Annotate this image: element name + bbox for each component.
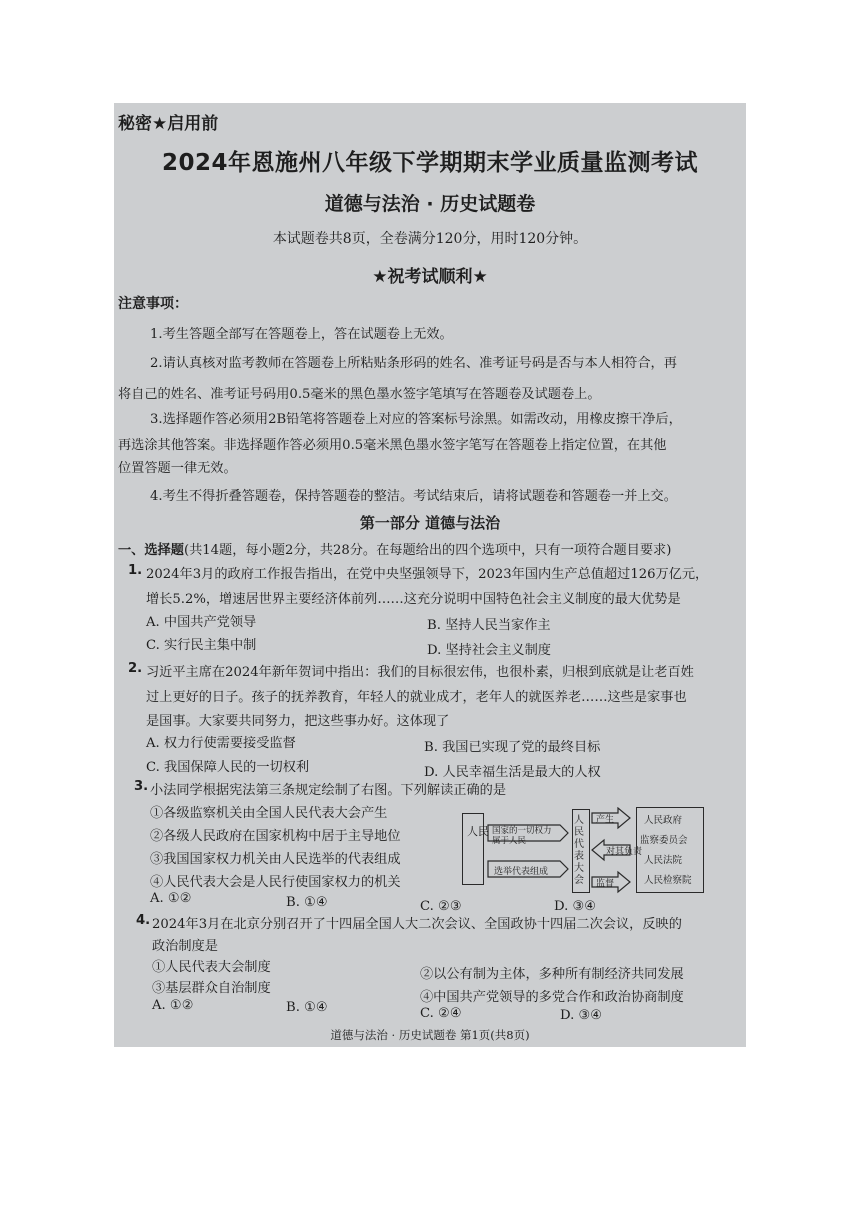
option-b: B. ①④ <box>286 1000 328 1015</box>
good-luck-banner: ★祝考试顺利★ <box>372 267 488 287</box>
elect-label: 选举代表组成 <box>494 867 549 877</box>
question-stem: 政治制度是 <box>152 939 218 954</box>
note-line: 位置答题一律无效。 <box>118 461 237 476</box>
organ-label: 人民法院 <box>644 855 683 866</box>
question-stem: 小法同学根据宪法第三条规定绘制了右图。下列解读正确的是 <box>150 783 507 798</box>
congress-label: 人民代表大会 <box>574 815 584 886</box>
option-c: C. ②③ <box>420 899 462 914</box>
option-d: D. ③④ <box>554 899 597 914</box>
exam-paper <box>114 103 746 1047</box>
question-stem: 过上更好的日子。孩子的抚养教育，年轻人的就业成才，老年人的就医养老……这些是家事也 <box>146 690 687 705</box>
page-footer: 道德与法治 · 历史试题卷 第1页(共8页) <box>330 1028 530 1042</box>
question-stem: 是国事。大家要共同努力，把这些事办好。这体现了 <box>146 714 450 729</box>
organ-label: 监察委员会 <box>640 835 688 846</box>
option-a: A. 中国共产党领导 <box>146 615 257 630</box>
statement-item: ③基层群众自治制度 <box>152 981 271 996</box>
note-line: 1.考生答题全部写在答题卷上，答在试题卷上无效。 <box>150 327 453 342</box>
note-line: 2.请认真核对监考教师在答题卷上所粘贴条形码的姓名、准考证号码是否与本人相符合，再 <box>150 356 677 371</box>
section-heading <box>118 539 671 558</box>
question-number: 4. <box>136 913 151 928</box>
people-label: 人民 <box>467 825 489 838</box>
exam-subtitle: 道德与法治 · 历史试题卷 <box>324 193 536 215</box>
responsible-label: 对其负责 <box>606 847 643 857</box>
option-a: A. 权力行使需要接受监督 <box>146 736 296 751</box>
option-d: D. ③④ <box>560 1008 603 1023</box>
exam-info: 本试题卷共8页，全卷满分120分，用时120分钟。 <box>272 231 588 247</box>
organ-label: 人民检察院 <box>644 875 692 886</box>
section-desc: (共14题，每小题2分，共28分。在每题给出的四个选项中，只有一项符合题目要求) <box>183 543 672 558</box>
produce-label: 产生 <box>596 815 615 825</box>
option-b: B. ①④ <box>286 895 328 910</box>
note-line: 4.考生不得折叠答题卷，保持答题卷的整洁。考试结束后，请将试题卷和答题卷一并上交。 <box>150 489 677 504</box>
option-a: A. ①② <box>150 891 192 906</box>
option-c: C. 实行民主集中制 <box>146 638 257 653</box>
section-label: 一、选择题 <box>118 543 184 558</box>
confidential-mark: 秘密★启用前 <box>118 114 219 134</box>
statement-item: ②各级人民政府在国家机构中居于主导地位 <box>150 829 401 844</box>
note-line: 3.选择题作答必须用2B铅笔将答题卷上对应的答案标号涂黑。如需改动，用橡皮擦干净后， <box>150 412 682 427</box>
question-stem: 增长5.2%，增速居世界主要经济体前列……这充分说明中国特色社会主义制度的最大优势是 <box>146 592 681 607</box>
organ-label: 人民政府 <box>644 815 683 826</box>
question-stem: 2024年3月在北京分别召开了十四届全国人大二次会议、全国政协十四届二次会议，反映的 <box>152 917 682 932</box>
option-b: B. 坚持人民当家作主 <box>427 618 551 633</box>
option-a: A. ①② <box>152 998 194 1013</box>
statement-item: ④中国共产党领导的多党合作和政治协商制度 <box>420 990 684 1005</box>
part-heading: 第一部分 道德与法治 <box>359 514 501 532</box>
statement-item: ①各级监察机关由全国人民代表大会产生 <box>150 806 388 821</box>
option-c: C. ②④ <box>420 1006 462 1021</box>
question-stem: 习近平主席在2024年新年贺词中指出：我们的目标很宏伟，也很朴素，归根到底就是让老百姓 <box>146 665 694 680</box>
note-line: 将自己的姓名、准考证号码用0.5毫米的黑色墨水签字笔填写在答题卷及试题卷上。 <box>118 387 601 402</box>
option-d: D. 人民幸福生活是最大的人权 <box>424 765 601 780</box>
option-c: C. 我国保障人民的一切权利 <box>146 760 310 775</box>
question-number: 2. <box>128 661 143 676</box>
supervise-label: 监督 <box>596 879 615 889</box>
question-number: 3. <box>134 779 149 794</box>
exam-title: 2024年恩施州八年级下学期期末学业质量监测考试 <box>161 150 698 176</box>
note-line: 再选涂其他答案。非选择题作答必须用0.5毫米黑色墨水签字笔写在答题卷上指定位置，在其他 <box>118 438 667 453</box>
statement-item: ①人民代表大会制度 <box>152 960 271 975</box>
question-stem: 2024年3月的政府工作报告指出，在党中央坚强领导下，2023年国内生产总值超过126万亿元， <box>146 567 709 582</box>
statement-item: ③我国国家权力机关由人民选举的代表组成 <box>150 852 401 867</box>
question-number: 1. <box>128 563 143 578</box>
statement-item: ④人民代表大会是人民行使国家权力的机关 <box>150 875 401 890</box>
option-d: D. 坚持社会主义制度 <box>427 643 551 658</box>
option-b: B. 我国已实现了党的最终目标 <box>424 740 601 755</box>
statement-item: ②以公有制为主体，多种所有制经济共同发展 <box>420 967 684 982</box>
power-label: 国家的一切权力属于人民 <box>492 826 552 846</box>
notes-heading: 注意事项： <box>118 296 188 312</box>
constitution-diagram <box>460 807 708 897</box>
